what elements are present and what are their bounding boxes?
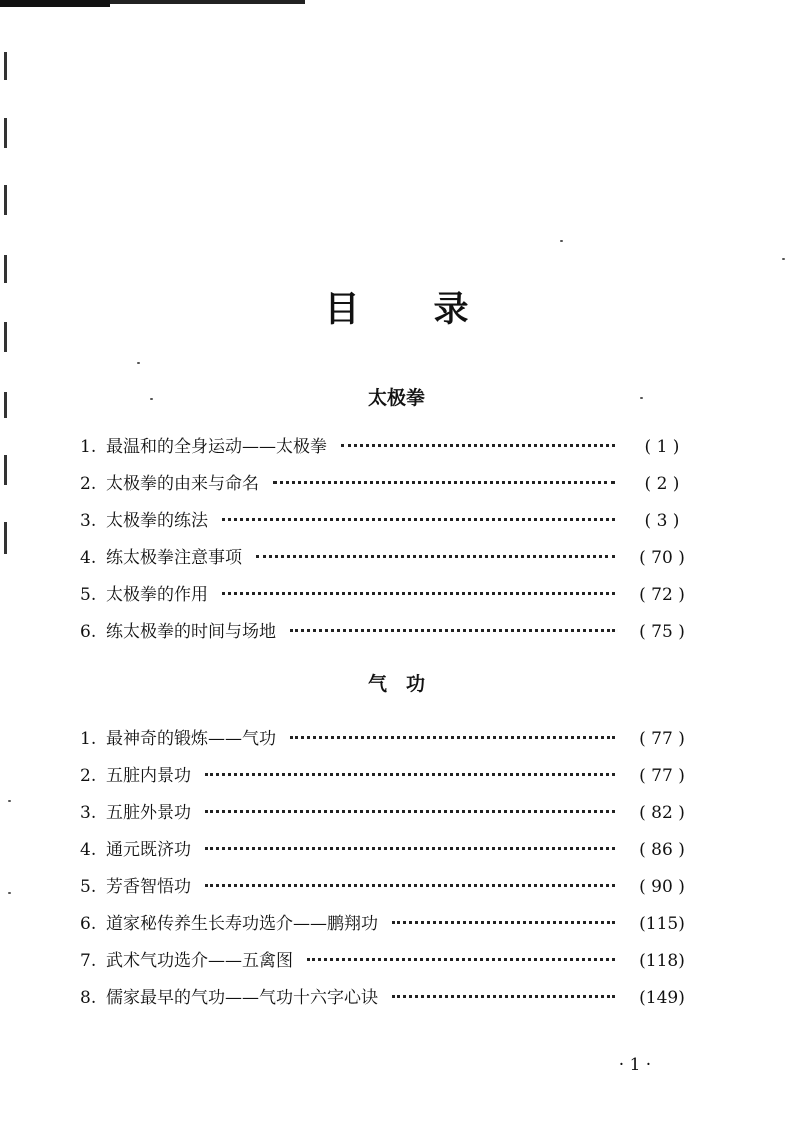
dot-leader — [205, 847, 615, 850]
page-title-char-2: 录 — [433, 290, 469, 330]
scan-edge-mark — [4, 52, 7, 80]
dot-leader — [307, 958, 615, 961]
page-title — [0, 285, 793, 335]
toc-entry[interactable] — [80, 582, 695, 619]
entry-page: ( 70 ) — [639, 548, 685, 568]
scan-speck — [8, 892, 11, 894]
entry-page: ( 2 ) — [644, 474, 680, 494]
scan-speck — [782, 258, 785, 260]
dot-leader — [341, 444, 615, 447]
entry-title: 最温和的全身运动——太极拳 — [106, 437, 327, 457]
toc-entry[interactable] — [80, 948, 695, 985]
entry-number: 2. — [80, 766, 97, 786]
entry-number: 3. — [80, 511, 97, 531]
scan-edge-mark — [4, 522, 7, 554]
dot-leader — [392, 921, 615, 924]
dot-leader — [290, 736, 615, 739]
entry-title: 最神奇的锻炼——气功 — [106, 729, 276, 749]
toc-list-taijiquan — [80, 434, 695, 656]
entry-number: 1. — [80, 437, 97, 457]
scan-edge-bar-dark — [0, 0, 110, 7]
entry-page: ( 86 ) — [639, 840, 685, 860]
scan-edge-mark — [4, 455, 7, 485]
toc-entry[interactable] — [80, 911, 695, 948]
scan-speck — [560, 240, 563, 242]
toc-entry[interactable] — [80, 545, 695, 582]
entry-page: ( 72 ) — [639, 585, 685, 605]
entry-page: ( 90 ) — [639, 877, 685, 897]
entry-title: 练太极拳的时间与场地 — [106, 622, 276, 642]
entry-number: 6. — [80, 914, 97, 934]
entry-title: 练太极拳注意事项 — [106, 548, 242, 568]
entry-number: 4. — [80, 840, 97, 860]
page-number: · 1 · — [618, 1055, 652, 1075]
entry-number: 1. — [80, 729, 97, 749]
entry-page: ( 1 ) — [644, 437, 680, 457]
entry-page: ( 82 ) — [639, 803, 685, 823]
entry-number: 5. — [80, 877, 97, 897]
entry-title: 五脏外景功 — [106, 803, 191, 823]
entry-title: 芳香智悟功 — [106, 877, 191, 897]
scan-speck — [8, 800, 11, 802]
scan-speck — [137, 362, 140, 364]
page-title-char-1: 目 — [324, 290, 360, 330]
toc-entry[interactable] — [80, 471, 695, 508]
entry-page: (118) — [639, 951, 685, 971]
entry-number: 7. — [80, 951, 97, 971]
entry-page: ( 77 ) — [639, 766, 685, 786]
scan-edge-mark — [4, 185, 7, 215]
dot-leader — [290, 629, 615, 632]
entry-number: 5. — [80, 585, 97, 605]
scan-edge-mark — [4, 118, 7, 148]
toc-entry[interactable] — [80, 434, 695, 471]
entry-page: (149) — [639, 988, 685, 1008]
dot-leader — [222, 518, 615, 521]
dot-leader — [205, 884, 615, 887]
entry-number: 8. — [80, 988, 97, 1008]
entry-number: 6. — [80, 622, 97, 642]
toc-list-qigong — [80, 726, 695, 1022]
entry-page: ( 3 ) — [644, 511, 680, 531]
entry-title: 通元既济功 — [106, 840, 191, 860]
dot-leader — [392, 995, 615, 998]
toc-entry[interactable] — [80, 508, 695, 545]
entry-title: 太极拳的由来与命名 — [106, 474, 259, 494]
toc-entry[interactable] — [80, 874, 695, 911]
entry-title: 武术气功选介——五禽图 — [106, 951, 293, 971]
toc-entry[interactable] — [80, 726, 695, 763]
toc-entry[interactable] — [80, 837, 695, 874]
entry-page: (115) — [639, 914, 685, 934]
scan-edge-mark — [4, 255, 7, 283]
entry-title: 道家秘传养生长寿功选介——鹏翔功 — [106, 914, 378, 934]
toc-entry[interactable] — [80, 985, 695, 1022]
entry-title: 儒家最早的气功——气功十六字心诀 — [106, 988, 378, 1008]
dot-leader — [205, 810, 615, 813]
dot-leader — [273, 481, 615, 484]
entry-page: ( 75 ) — [639, 622, 685, 642]
section-title-taijiquan: 太极拳 — [367, 387, 425, 409]
entry-title: 五脏内景功 — [106, 766, 191, 786]
dot-leader — [205, 773, 615, 776]
dot-leader — [222, 592, 615, 595]
toc-entry[interactable] — [80, 763, 695, 800]
entry-title: 太极拳的作用 — [106, 585, 208, 605]
entry-number: 2. — [80, 474, 97, 494]
entry-number: 4. — [80, 548, 97, 568]
toc-entry[interactable] — [80, 619, 695, 656]
entry-page: ( 77 ) — [639, 729, 685, 749]
section-title-qigong: 气 功 — [367, 673, 425, 695]
entry-title: 太极拳的练法 — [106, 511, 208, 531]
toc-entry[interactable] — [80, 800, 695, 837]
dot-leader — [256, 555, 615, 558]
entry-number: 3. — [80, 803, 97, 823]
